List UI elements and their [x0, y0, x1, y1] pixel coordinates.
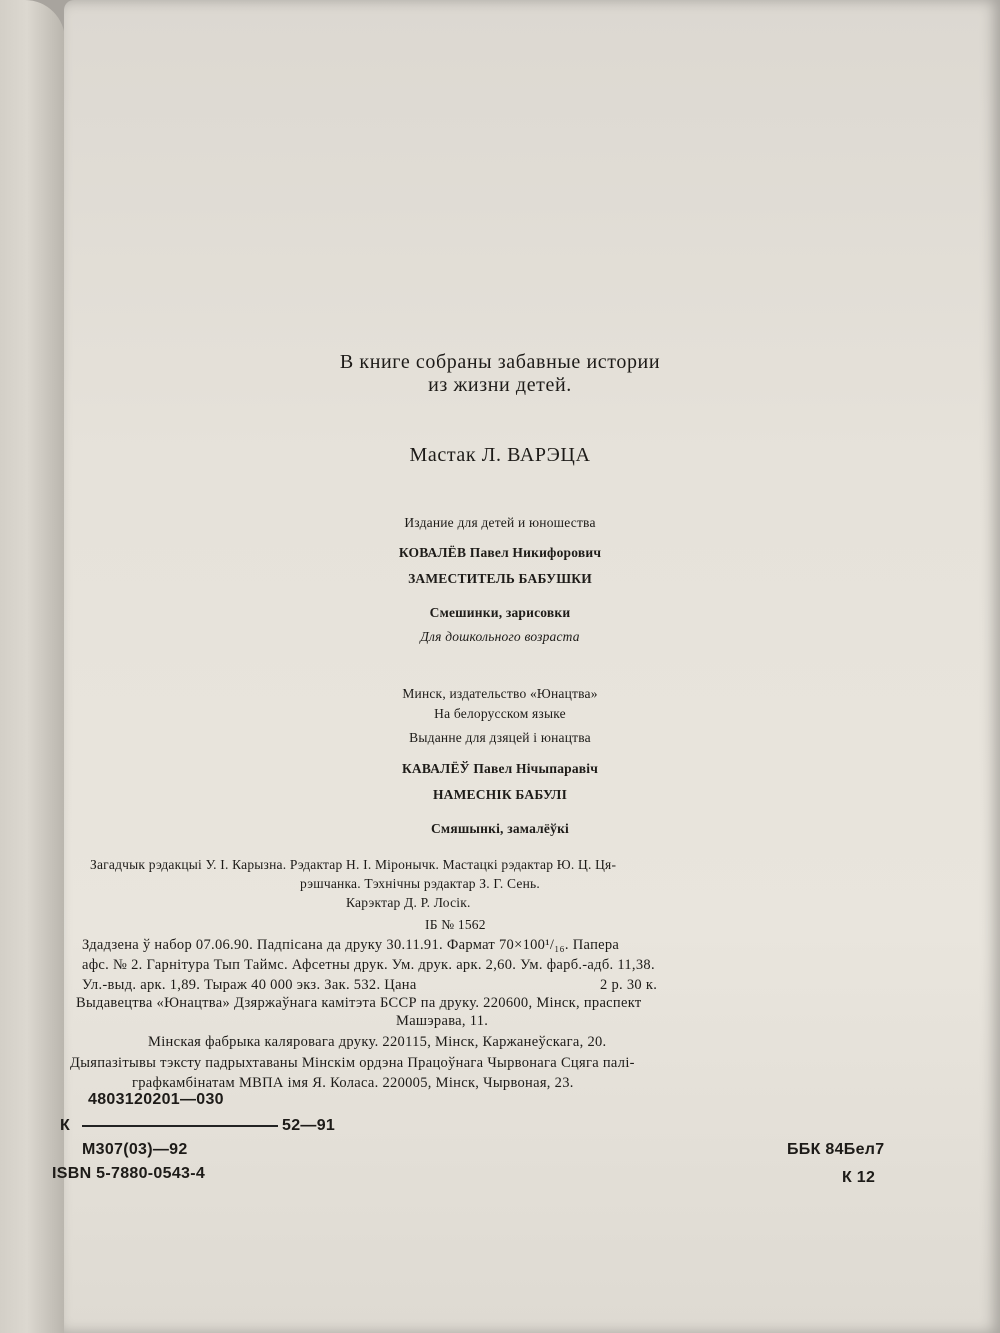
ib-number: ІБ № 1562	[425, 917, 486, 932]
be-author: КАВАЛЁЎ Павел Нічыпаравіч	[401, 761, 599, 776]
be-edition-type: Выданне для дзяцей і юнацтва	[409, 730, 591, 745]
index-number: 4803120201—030	[88, 1091, 224, 1108]
book-page	[64, 0, 1000, 1333]
fraction-rule	[82, 1125, 278, 1127]
imprint-line-2: афс. № 2. Гарнітура Тып Таймс. Афсетны друк. Ум. друк. арк. 2,60. Ум. фарб.-адб. 11,38.	[82, 957, 655, 973]
imprint-line-3b: 2 р. 30 к.	[600, 977, 658, 993]
isbn: ISBN 5-7880-0543-4	[52, 1165, 206, 1182]
be-genre: Смяшынкі, замалёўкі	[430, 821, 570, 836]
previous-page-edge	[0, 0, 65, 1333]
illustrator-credit: Мастак Л. ВАРЭЦА	[409, 444, 591, 466]
m-code: М307(03)—92	[82, 1141, 188, 1158]
ru-edition-type: Издание для детей и юношества	[404, 515, 596, 530]
ru-publisher: Минск, издательство «Юнацтва»	[402, 686, 598, 701]
bbk-code: ББК 84Бел7	[787, 1141, 885, 1158]
imprint-line-5: Машэрава, 11.	[396, 1013, 489, 1029]
imprint-line-1: Здадзена ў набор 07.06.90. Падпісана да друку 30.11.91. Фармат 70×100¹/₁₆. Папера	[82, 937, 620, 953]
credits-line-2: рэшчанка. Тэхнічны рэдактар З. Г. Сень.	[300, 876, 540, 891]
ru-language: На белорусском языке	[434, 706, 566, 721]
imprint-line-6: Мінская фабрыка каляровага друку. 220115, Мінск, Каржанеўскага, 20.	[148, 1034, 607, 1050]
imprint-line-8: графкамбінатам МВПА імя Я. Коласа. 220005, Мінск, Чырвоная, 23.	[132, 1075, 574, 1091]
k12-code: К 12	[842, 1169, 876, 1186]
ru-author: КОВАЛЁВ Павел Никифорович	[398, 545, 602, 560]
credits-line-3: Карэктар Д. Р. Лосік.	[346, 895, 471, 910]
be-title: НАМЕСНІК БАБУЛІ	[432, 787, 568, 802]
imprint-line-4: Выдавецтва «Юнацтва» Дзяржаўнага камітэта БССР па друку. 220600, Мінск, праспект	[76, 995, 642, 1011]
annotation-line-2: из жизни детей.	[428, 374, 572, 396]
k-suffix: 52—91	[282, 1117, 336, 1134]
imprint-line-3a: Ул.-выд. арк. 1,89. Тыраж 40 000 экз. Зак. 532. Цана	[82, 977, 417, 993]
ru-title: ЗАМЕСТИТЕЛЬ БАБУШКИ	[408, 571, 592, 586]
ru-genre: Смешинки, зарисовки	[429, 605, 571, 620]
annotation-line-1: В книге собраны забавные истории	[339, 351, 661, 373]
imprint-line-7: Дыяпазітывы тэксту падрыхтаваны Мінскім ордэна Працоўнага Чырвонага Сцяга палі-	[70, 1055, 635, 1071]
k-letter: К	[60, 1117, 71, 1134]
credits-line-1: Загадчык рэдакцыі У. І. Карызна. Рэдактар Н. І. Міронычк. Мастацкі рэдактар Ю. Ц. Ця-	[90, 857, 617, 872]
ru-audience: Для дошкольного возраста	[420, 629, 580, 644]
